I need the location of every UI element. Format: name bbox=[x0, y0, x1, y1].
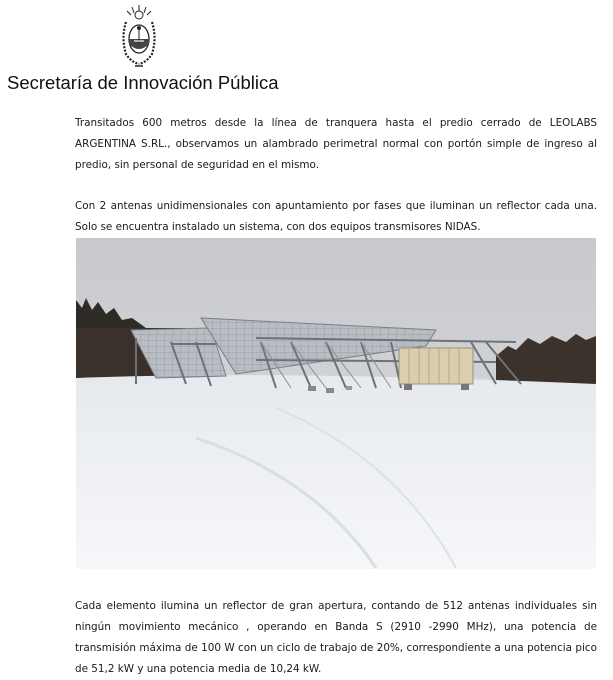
coat-of-arms-icon bbox=[118, 4, 160, 70]
agency-name: Secretaría de Innovación Pública bbox=[7, 72, 279, 93]
paragraph-technical-specs: Cada elemento ilumina un reflector de gran apertura, contando de 512 antenas individuales sin ningún movimiento mecánico , operando en Banda S (2910 -2990 MHz), una potencia de transmisión máxima de 100 W con un ciclo de trabajo de 20%, correspondiente a una potencia pico de 51,2 kW y una potencia media de 10,24 kW. bbox=[75, 600, 597, 675]
site-photo bbox=[76, 238, 596, 569]
paragraph-site-access: Transitados 600 metros desde la línea de tranquera hasta el predio cerrado de LEOLABS ARGENTINA S.RL., observamos un alambrado perimetral normal con portón simple de ingreso al predio, sin personal de seguridad en el mismo. bbox=[75, 117, 597, 171]
paragraph-antennas: Con 2 antenas unidimensionales con apuntamiento por fases que iluminan un reflector cada una. Solo se encuentra instalado un sistema, con dos equipos transmisores NIDAS. bbox=[75, 200, 597, 233]
